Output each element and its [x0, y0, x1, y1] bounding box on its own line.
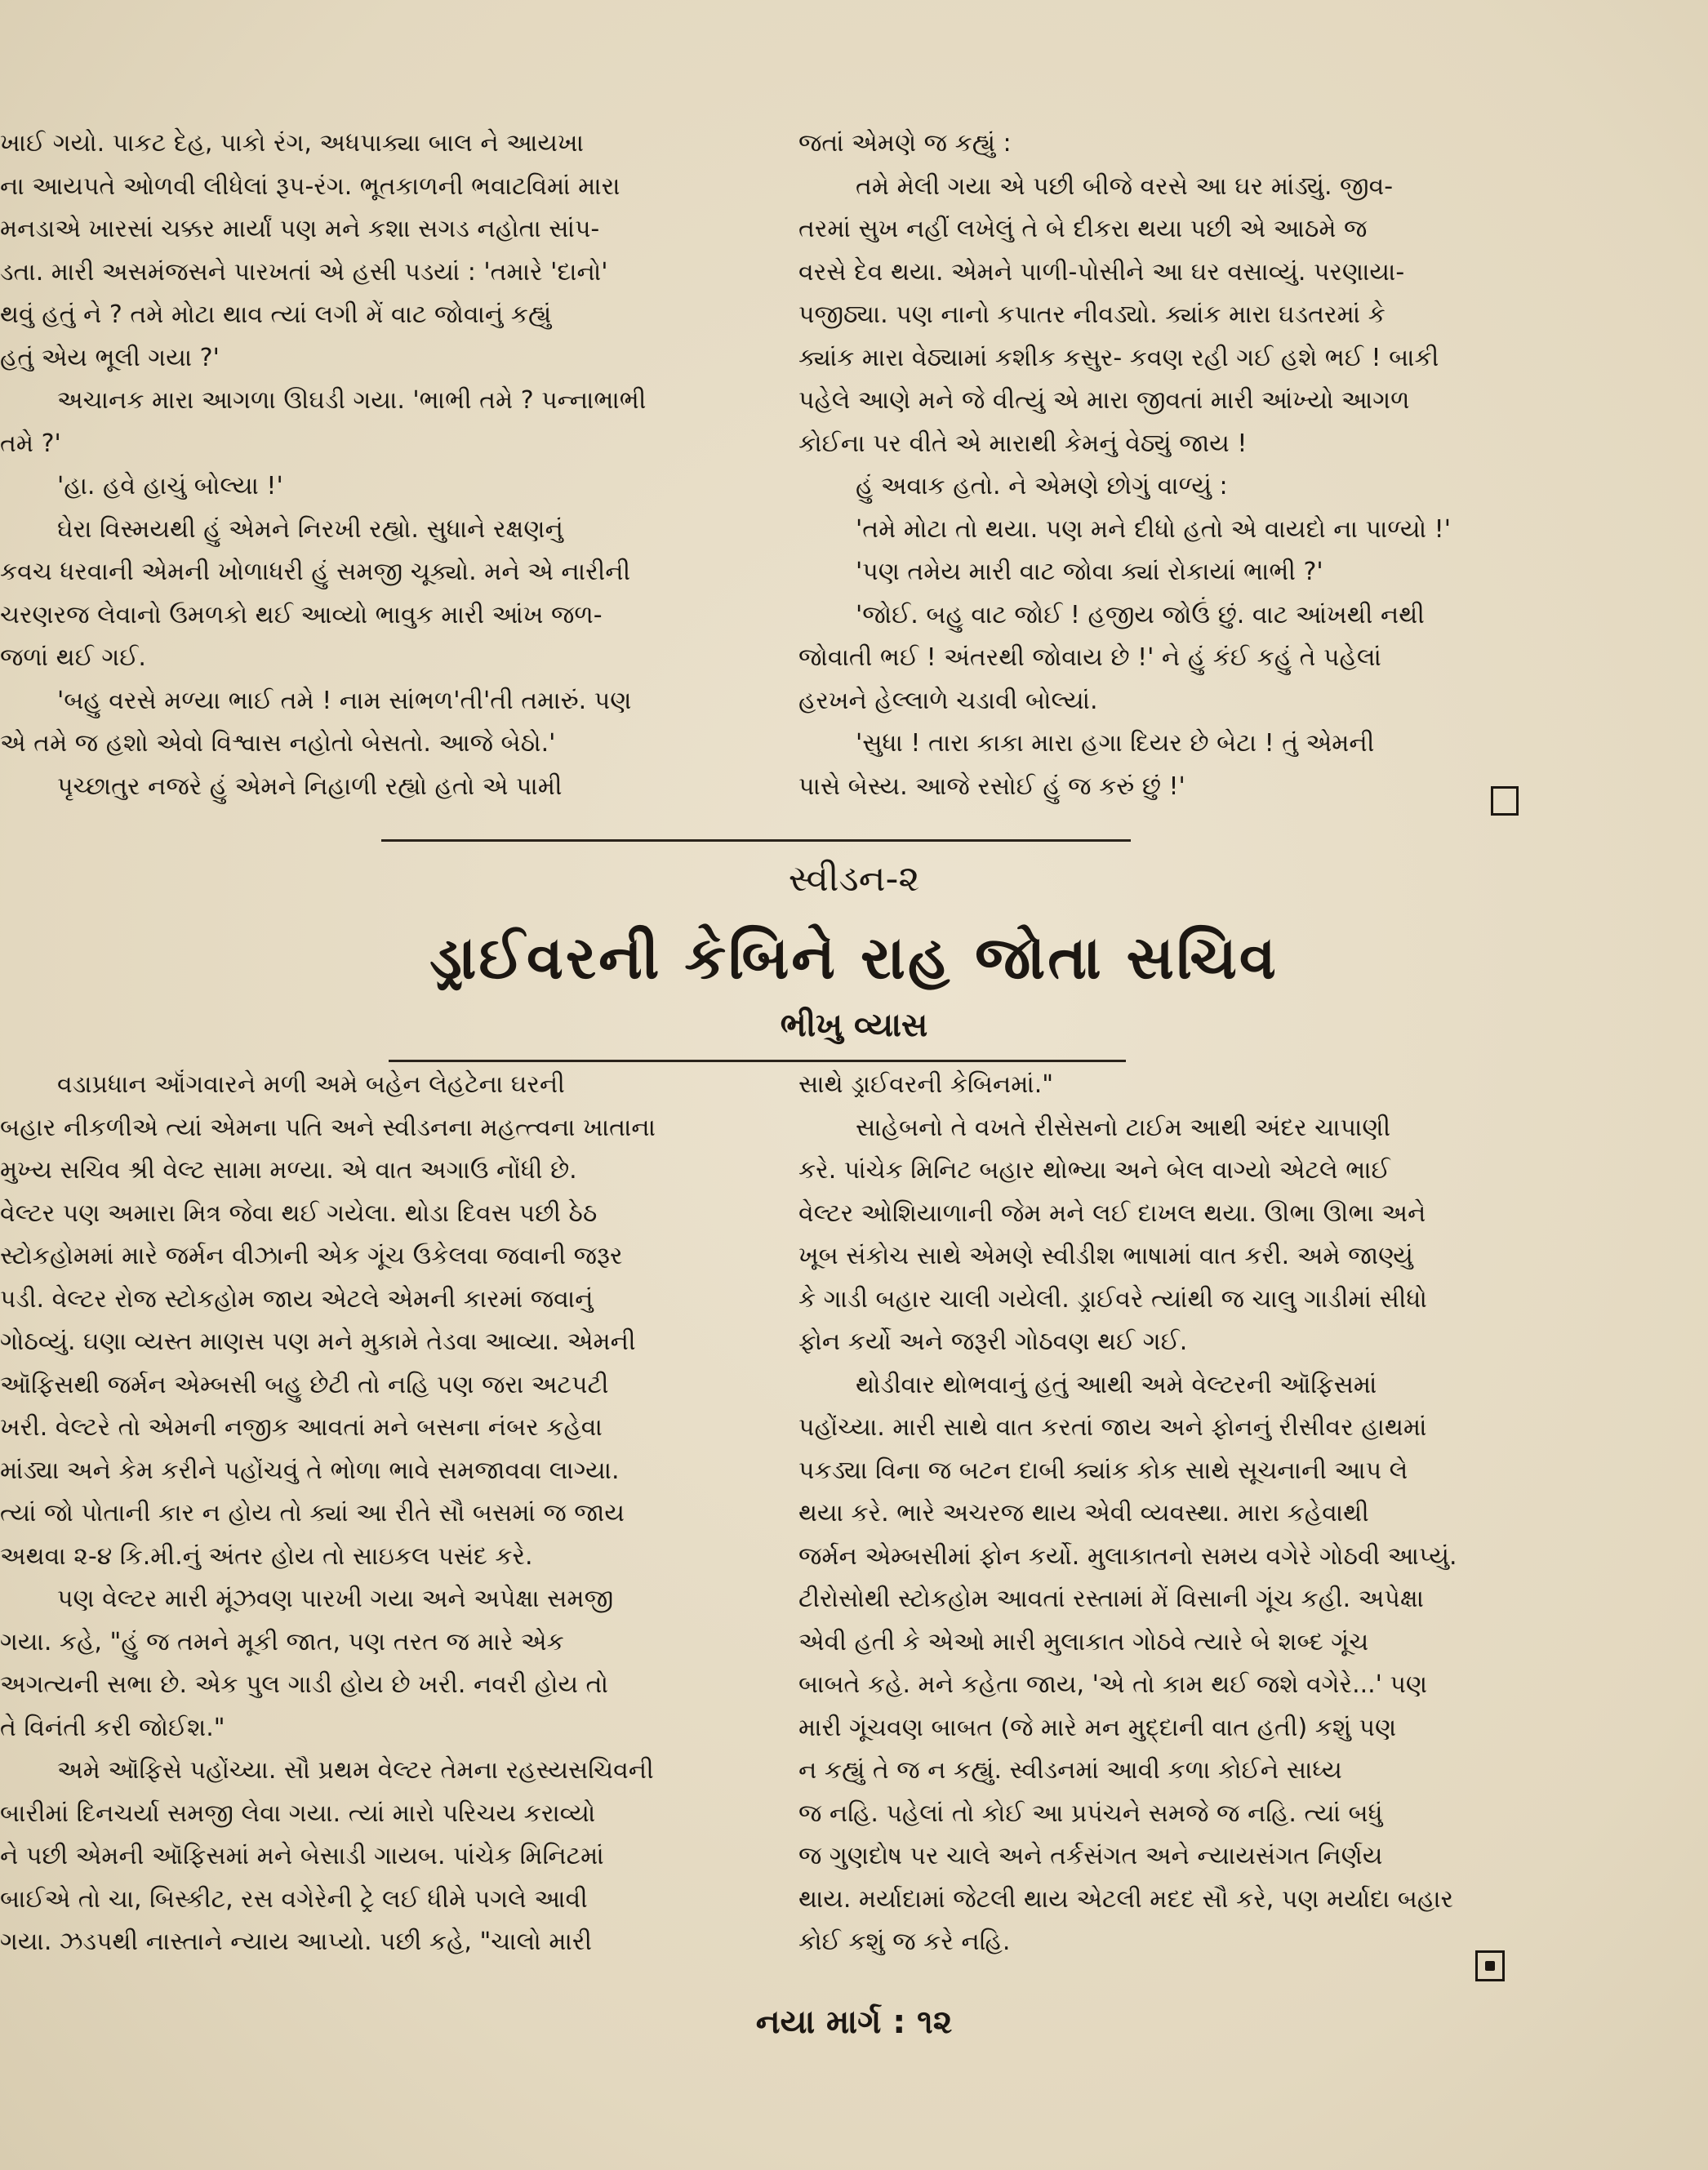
article-author: ભીખુ વ્યાસ: [780, 1007, 928, 1044]
previous-article-right-column: [798, 122, 1533, 808]
article-series: સ્વીડન-૨: [788, 858, 920, 900]
paragraph: વડાપ્રધાન ઑંગવારને મળી અમે બહેન લેહટેના ઘરની બહાર નીકળીએ ત્યાં એમના પતિ અને સ્વીડનના મહત્ત્વના ખાતાના મુખ્ય સચિવ શ્રી વેલ્ટ સામા મળ્યા. એ વાત અગાઉ નોંધી છે. વેલ્ટર પણ અમારા મિત્ર જેવા થઈ ગયેલા. થોડા દિવસ પછી ઠેઠ સ્ટોકહોમમાં મારે જર્મન વીઝાની એક ગૂંચ ઉકેલવા જવાની જરૂર પડી. વેલ્ટર રોજ સ્ટોકહોમ જાય એટલે એમની કારમાં જવાનું ગોઠવ્યું. ઘણા વ્યસ્ત માણસ પણ મને મુકામે તેડવા આવ્યા. એમની ઑફિસથી જર્મન એમ્બસી બહુ છેટી તો નહિ પણ જરા અટપટી ખરી. વેલ્ટરે તો એમની નજીક આવતાં મને બસના નંબર કહેવા માંડ્યા અને કેમ કરીને પહોંચવું તે ભોળા ભાવે સમજાવવા લાગ્યા. ત્યાં જો પોતાની કાર ન હોય તો ક્યાં આ રીતે સૌ બસમાં જ જાય અથવા ૨-૪ કિ.મી.નું અંતર હોય તો સાઇકલ પસંદ કરે.: [0, 1070, 656, 1571]
paragraph: હું અવાક હતો. ને એમણે છોગું વાળ્યું :: [856, 472, 1228, 500]
paragraph: થોડીવાર થોભવાનું હતું આથી અમે વેલ્ટરની ઑફિસમાં પહોંચ્યા. મારી સાથે વાત કરતાં જાય અને ફોનનું રીસીવર હાથમાં પકડ્યા વિના જ બટન દાબી ક્યાંક કોક સાથે સૂચનાની આપ લે થયા કરે. ભારે અચરજ થાય એવી વ્યવસ્થા. મારા કહેવાથી જર્મન એમ્બસીમાં ફોન કર્યો. મુલાકાતનો સમય વગેરે ગોઠવી આપ્યું. ટીરોસોથી સ્ટોકહોમ આવતાં રસ્તામાં મેં વિસાની ગૂંચ કહી. અપેક્ષા એવી હતી કે એઓ મારી મુલાકાત ગોઠવે ત્યારે બે શબ્દ ગૂંચ બાબતે કહે. મને કહેતા જાય, 'એ તો કામ થઈ જશે વગેરે...' પણ મારી ગૂંચવણ બાબત (જે મારે મન મુદ્દાની વાત હતી) કશું પણ ન કહ્યું તે જ ન કહ્યું. સ્વીડનમાં આવી કળા કોઈને સાધ્ય જ નહિ. પહેલાં તો કોઈ આ પ્રપંચને સમજે જ નહિ. ત્યાં બધું જ ગુણદોષ પર ચાલે અને તર્કસંગત અને ન્યાયસંગત નિર્ણય થાય. મર્યાદામાં જેટલી થાય એટલી મદદ સૌ કરે, પણ મર્યાદા બહાર કોઈ કશું જ કરે નહિ.: [798, 1370, 1457, 1956]
previous-article-left-column: [0, 122, 735, 808]
paragraph: પૃચ્છાતુર નજરે હું એમને નિહાળી રહ્યો હતો એ પામી: [57, 772, 563, 801]
paragraph: ખાઈ ગયો. પાકટ દેહ, પાકો રંગ, અધપાક્યા બાલ ને આયખા ના આયપતે ઓળવી લીધેલાં રૂપ-રંગ. ભૂતકાળની ભવાટવિમાં મારા મનડાએ ખારસાં ચક્કર માર્યાં પણ મને કશા સગડ નહોતા સાંપ- ડતા. મારી અસમંજસને પારખતાં એ હસી પડયાં : 'તમારે 'દાનો' થવું હતું ને ? તમે મોટા થાવ ત્યાં લગી મેં વાટ જોવાનું કહ્યું હતું એય ભૂલી ગયા ?': [0, 129, 620, 372]
paragraph: 'પણ તમેય મારી વાટ જોવા ક્યાં રોકાયાં ભાભી ?': [856, 558, 1323, 586]
paragraph: 'જોઈ. બહુ વાટ જોઈ ! હજીય જોઉં છું. વાટ આંખથી નથી જોવાતી ભઈ ! અંતરથી જોવાય છે !' ને હું કંઈ કહું તે પહેલાં હરખને હેલ્લાળે ચડાવી બોલ્યાં.: [798, 600, 1425, 715]
paragraph: 'સુધા ! તારા કાકા મારા હગા દિયર છે બેટા ! તું એમની પાસે બેસ્ય. આજે રસોઈ હું જ કરું છું !': [798, 729, 1375, 801]
title-divider: [389, 1060, 1126, 1062]
paragraph: જતાં એમણે જ કહ્યું :: [798, 129, 1012, 158]
page-footer: નયા માર્ગ : ૧૨: [755, 2003, 953, 2041]
paragraph: 'બહુ વરસે મળ્યા ભાઈ તમે ! નામ સાંભળ'તી'તી તમારું. પણ એ તમે જ હશો એવો વિશ્વાસ નહોતો બેસતો. આજે બેઠો.': [0, 686, 632, 758]
paragraph: 'હા. હવે હાચું બોલ્યા !': [57, 472, 283, 500]
end-of-article-mark-icon: [1475, 1950, 1505, 1981]
paragraph: પણ વેલ્ટર મારી મૂંઝવણ પારખી ગયા અને અપેક્ષા સમજી ગયા. કહે, "હું જ તમને મૂકી જાત, પણ તરત જ મારે એક અગત્યની સભા છે. એક પુલ ગાડી હોય છે ખરી. નવરી હોય તો તે વિનંતી કરી જોઈશ.": [0, 1585, 614, 1742]
paragraph: સાહેબનો તે વખતે રીસેસનો ટાઈમ આથી અંદર ચાપાણી કરે. પાંચેક મિનિટ બહાર થોભ્યા અને બેલ વાગ્યો એટલે ભાઈ વેલ્ટર ઓશિયાળાની જેમ મને લઈ દાખલ થયા. ઊભા ઊભા અને ખૂબ સંકોચ સાથે એમણે સ્વીડીશ ભાષામાં વાત કરી. અમે જાણ્યું કે ગાડી બહાર ચાલી ગયેલી. ડ્રાઈવરે ત્યાંથી જ ચાલુ ગાડીમાં સીધો ફોન કર્યો અને જરૂરી ગોઠવણ થઈ ગઈ.: [798, 1113, 1427, 1356]
end-of-article-box-icon: [1491, 786, 1519, 816]
paragraph: અચાનક મારા આગળા ઊઘડી ગયા. 'ભાભી તમે ? પન્નાભાભી તમે ?': [0, 386, 647, 458]
article-title: ડ્રાઈવરની કેબિને રાહ જોતા સચિવ: [429, 923, 1279, 992]
article-right-column: [798, 1064, 1533, 1964]
paragraph: અમે ઑફિસે પહોંચ્યા. સૌ પ્રથમ વેલ્ટર તેમના રહસ્યસચિવની બારીમાં દિનચર્યા સમજી લેવા ગયા. ત્યાં મારો પરિચય કરાવ્યો ને પછી એમની ઑફિસમાં મને બેસાડી ગાયબ. પાંચેક મિનિટમાં બાઈએ તો ચા, બિસ્કીટ, રસ વગેરેની ટ્રે લઈ ધીમે પગલે આવી ગયા. ઝડપથી નાસ્તાને ન્યાય આપ્યો. પછી કહે, "ચાલો મારી: [0, 1756, 654, 1956]
paragraph: સાથે ડ્રાઈવરની કેબિનમાં.": [798, 1070, 1054, 1099]
paragraph: ઘેરા વિસ્મયથી હું એમને નિરખી રહ્યો. સુધાને રક્ષણનું કવચ ધરવાની એમની ખોળાધરી હું સમજી ચૂક્યો. મને એ નારીની ચરણરજ લેવાનો ઉમળકો થઈ આવ્યો ભાવુક મારી આંખ જળ- જળાં થઈ ગઈ.: [0, 514, 631, 672]
article-left-column: [0, 1064, 735, 1964]
section-divider: [381, 839, 1131, 842]
paragraph: તમે મેલી ગયા એ પછી બીજે વરસે આ ઘર માંડ્યું. જીવ- તરમાં સુખ નહીં લખેલું તે બે દીકરા થયા પછી એ આઠમે જ વરસે દેવ થયા. એમને પાળી-પોસીને આ ઘર વસાવ્યું. પરણાયા- પજીઠ્યા. પણ નાનો કપાતર નીવડ્યો. ક્યાંક મારા ઘડતરમાં કે ક્યાંક મારા વેઠ્યામાં કશીક કસુર- કવણ રહી ગઈ હશે ભઈ ! બાકી પહેલે આણે મને જે વીત્યું એ મારા જીવતાં મારી આંખ્યો આગળ કોઈના પર વીતે એ મારાથી કેમનું વેઠ્યું જાય !: [798, 171, 1439, 458]
paragraph: 'તમે મોટા તો થયા. પણ મને દીધો હતો એ વાયદો ના પાળ્યો !': [856, 514, 1451, 544]
